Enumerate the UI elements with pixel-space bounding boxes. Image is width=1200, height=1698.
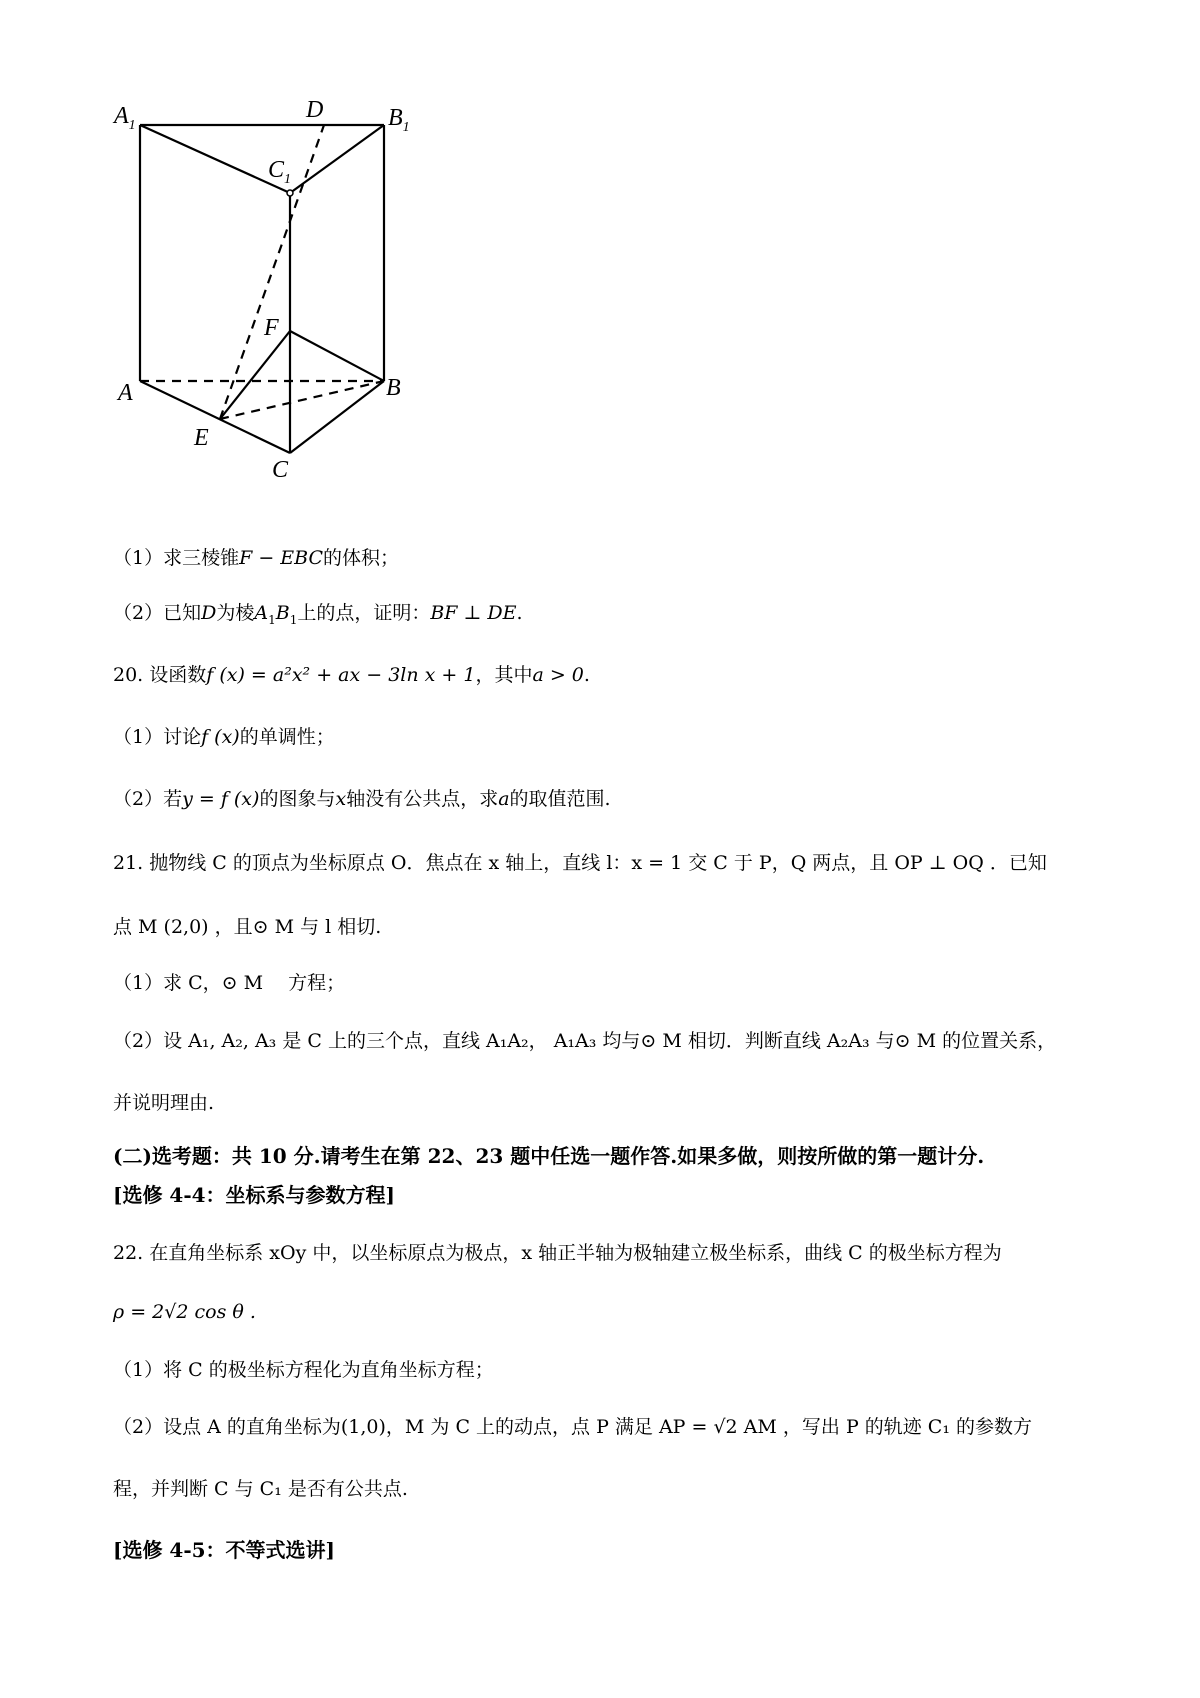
elective-45-heading: [选修 4-5：不等式选讲] <box>113 1538 336 1562</box>
elective-44-heading: [选修 4-4：坐标系与参数方程] <box>113 1183 396 1207</box>
edge-fb <box>290 331 384 381</box>
label-e: E <box>194 425 209 451</box>
q20-part2: （2）若y = f (x)的图象与x轴没有公共点，求a的取值范围. <box>113 788 611 810</box>
q21-part2-line2: 并说明理由. <box>113 1092 215 1114</box>
edge-b1c1 <box>290 125 384 193</box>
label-b1: $B_1$ <box>388 105 410 135</box>
q22-part2-line1: （2）设点 A 的直角坐标为(1,0)，M 为 C 上的动点，点 P 满足 AP = √2 AM ，写出 P 的轨迹 C₁ 的参数方 <box>113 1416 1032 1438</box>
label-a: A <box>118 380 133 406</box>
label-c: C <box>272 457 289 483</box>
q20-stem: 20. 设函数f (x) = a²x² + ax − 3ln x + 1，其中a > 0. <box>113 664 590 686</box>
q21-stem-line1: 21. 抛物线 C 的顶点为坐标原点 O．焦点在 x 轴上，直线 l：x = 1 交 C 于 P，Q 两点，且 OP ⊥ OQ ．已知 <box>113 852 1047 874</box>
q22-part1: （1）将 C 的极坐标方程化为直角坐标方程； <box>113 1359 494 1381</box>
label-f: F <box>264 315 279 341</box>
q22-part2-line2: 程，并判断 C 与 C₁ 是否有公共点. <box>113 1478 408 1500</box>
edge-ef <box>220 331 290 419</box>
label-b: B <box>386 375 401 401</box>
q19-part1: （1）求三棱锥F − EBC的体积； <box>113 547 400 569</box>
q21-part2-line1: （2）设 A₁, A₂, A₃ 是 C 上的三个点，直线 A₁A₂， A₁A₃ 均与⊙ M 相切．判断直线 A₂A₃ 与⊙ M 的位置关系， <box>113 1030 1057 1052</box>
q20-part1: （1）讨论f (x)的单调性； <box>113 726 335 748</box>
q21-stem-line2: 点 M (2,0) ，且⊙ M 与 l 相切. <box>113 916 382 938</box>
prism-figure <box>108 95 438 535</box>
edge-ac <box>140 381 290 453</box>
section2-title: (二)选考题：共 10 分.请考生在第 22、23 题中任选一题作答.如果多做，则按所做的第一题计分. <box>113 1144 985 1168</box>
label-c1: $C_1$ <box>268 157 292 187</box>
label-a1: $A_1$ <box>114 103 136 133</box>
q19-part2: （2）已知D为棱$A_1B_1$上的点，证明：BF ⊥ DE. <box>113 602 523 627</box>
q21-part1: （1）求 C，⊙ M 方程； <box>113 972 346 994</box>
q22-stem-line1: 22. 在直角坐标系 xOy 中，以坐标原点为极点，x 轴正半轴为极轴建立极坐标系，曲线 C 的极坐标方程为 <box>113 1242 1002 1264</box>
q22-stem-line2: ρ = 2√2 cos θ . <box>113 1301 256 1323</box>
label-d: D <box>306 97 324 123</box>
